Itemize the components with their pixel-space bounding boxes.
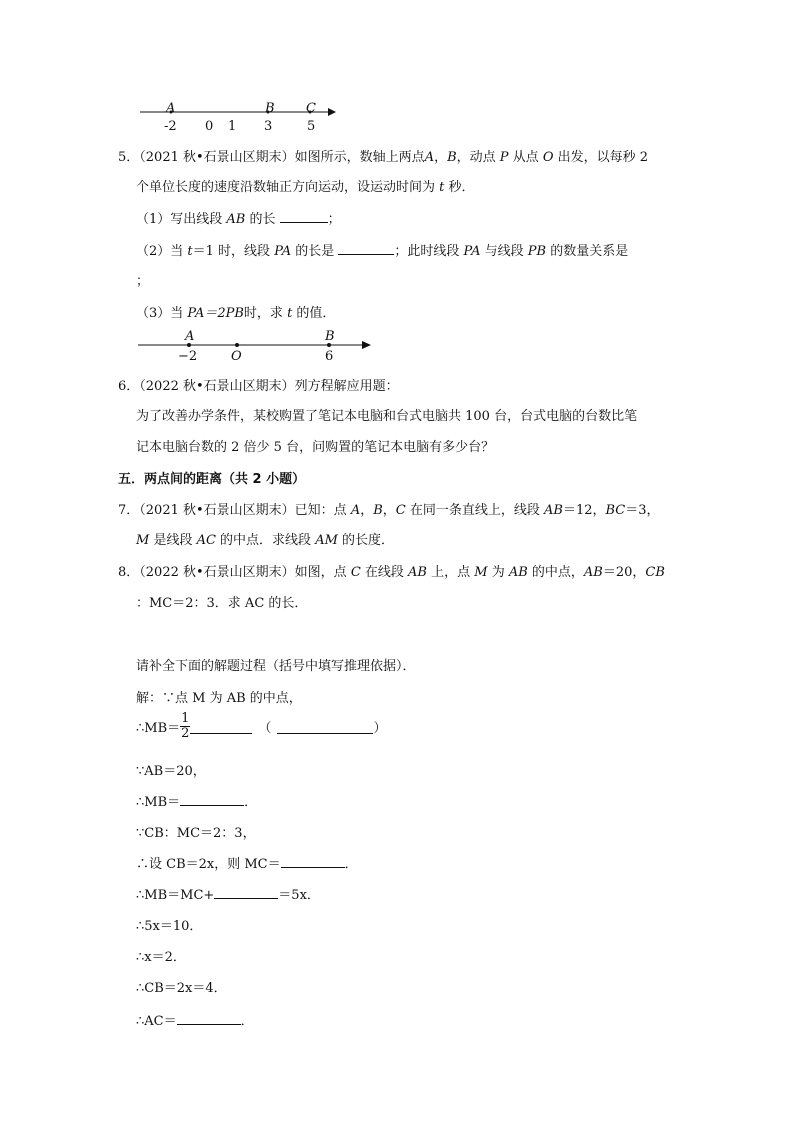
arrow-icon (328, 108, 336, 116)
problem-number: 6． (118, 379, 140, 394)
problem-5-q3 (136, 302, 335, 321)
text: 的中点．求线段 (215, 533, 316, 548)
text: 的长是 (291, 244, 339, 259)
var: B (373, 503, 383, 518)
text: ＝12， (562, 503, 606, 518)
problem-6-line-1 (118, 375, 399, 394)
solution-step-9: ∴x＝2． (136, 950, 186, 965)
var: C (395, 503, 406, 518)
text: ＝20， (602, 565, 646, 580)
var: AB (583, 565, 603, 580)
text: ∴MB＝ (136, 795, 181, 810)
text: ＝3， (625, 503, 660, 518)
text: ＝5x． (278, 888, 320, 903)
text: （1）写出线段 (136, 212, 227, 227)
solution-step-11 (136, 1010, 254, 1029)
text: ∴设 CB＝2x，则 MC＝ (136, 857, 281, 872)
problem-8-line-2: ：MC＝2：3．求 AC 的长． (136, 596, 308, 611)
nl2-tick-6: 6 (325, 349, 334, 364)
nl2-tick--2: −2 (178, 349, 198, 364)
solution-step-2 (136, 712, 386, 741)
var: BC (605, 503, 626, 518)
text: 在同一条直线上，线段 (405, 503, 545, 518)
var: A (424, 150, 435, 165)
text: ． (240, 1014, 254, 1029)
var: M (474, 565, 488, 580)
fraction-half (180, 712, 190, 741)
text: ； (327, 212, 341, 227)
nl2-tick-o: O (231, 349, 242, 364)
nl2-label-b: B (325, 329, 335, 344)
text: ＝1 时，线段 (192, 244, 275, 259)
answer-blank[interactable] (338, 241, 394, 255)
var: PA (274, 244, 292, 259)
text: 为 (487, 565, 509, 580)
text: 个单位长度的速度沿数轴正方向运动，设运动时间为 (136, 180, 440, 195)
text: ∴MB＝ (136, 721, 181, 736)
solution-step-1: 解：∵点 M 为 AB 的中点， (136, 691, 302, 706)
number-line-2 (138, 337, 374, 357)
problem-8-prompt: 请补全下面的解题过程（括号中填写推理依据）． (136, 659, 416, 674)
problem-source: （2022 秋•石景山区期末） (139, 565, 295, 580)
var: M (136, 533, 150, 548)
text: 秒． (444, 180, 475, 195)
var: AM (315, 533, 338, 548)
nl2-label-a: A (185, 329, 195, 344)
text: 在线段 (360, 565, 409, 580)
text: ，动点 (456, 150, 500, 165)
nl1-tick-3: 3 (264, 119, 273, 134)
var: A (350, 503, 361, 518)
text: ， (434, 150, 448, 165)
text: 从点 (508, 150, 543, 165)
problem-8-line-1 (118, 561, 665, 580)
text: 的中点， (527, 565, 584, 580)
answer-blank[interactable] (280, 209, 328, 223)
var: AC (196, 533, 216, 548)
text: 的长 (245, 212, 280, 227)
solution-step-3: ∵AB＝20， (136, 764, 206, 779)
text: 列方程解应用题： (294, 379, 399, 394)
problem-5-q1 (136, 208, 341, 227)
text: 的值． (292, 306, 336, 321)
text: 是线段 (149, 533, 197, 548)
text: （2）当 (136, 244, 188, 259)
text: ； (136, 274, 150, 289)
text: 时，求 (243, 306, 288, 321)
var: PA (463, 244, 481, 259)
var: O (542, 150, 554, 165)
text: ． (344, 857, 358, 872)
number-line-2-svg (138, 337, 374, 357)
text: 的长度． (337, 533, 395, 548)
equation: PA＝2PB (187, 306, 244, 321)
problem-source: （2022 秋•石景山区期末） (139, 379, 295, 394)
point-o-dot (235, 343, 239, 347)
problem-6-line-2: 为了改善办学条件，某校购置了笔记本电脑和台式电脑共 100 台，台式电脑的台数比笔 (136, 409, 638, 424)
solution-step-8: ∴5x＝10． (136, 919, 203, 934)
solution-step-4 (136, 791, 257, 810)
text: 出发，以每秒 2 (553, 150, 649, 165)
var: B (447, 150, 457, 165)
nl1-label-b: B (265, 101, 275, 116)
var: C (350, 565, 361, 580)
var: t (287, 306, 293, 321)
var: AB (508, 565, 528, 580)
problem-number: 5． (118, 150, 140, 165)
answer-blank[interactable] (190, 720, 252, 734)
nl1-tick-1: 1 (228, 119, 237, 134)
solution-step-5: ∵CB：MC＝2：3， (136, 826, 256, 841)
section-heading: 五．两点间的距离（共 2 小题） (118, 472, 306, 487)
nl1-tick-0: 0 (205, 119, 214, 134)
var: t (439, 180, 445, 195)
var: CB (645, 565, 665, 580)
solution-step-7 (136, 884, 320, 903)
problem-5-q2 (136, 240, 628, 259)
text: ， (360, 503, 374, 518)
answer-blank[interactable] (281, 854, 345, 868)
nl1-label-c: C (306, 101, 316, 116)
text: 如图，点 (294, 565, 351, 580)
text: （ (258, 721, 272, 736)
var: t (187, 244, 193, 259)
text: ， (382, 503, 396, 518)
problem-source: （2021 秋•石景山区期末） (139, 503, 295, 518)
answer-blank[interactable] (180, 792, 244, 806)
text: 上，点 (426, 565, 475, 580)
reason-blank[interactable] (277, 720, 373, 734)
text: ∴MB＝MC+ (136, 888, 215, 903)
text: ∴AC＝ (136, 1014, 177, 1029)
var: AB (226, 212, 246, 227)
text: ；此时线段 (394, 244, 464, 259)
text: 如图所示，数轴上两点 (294, 150, 425, 165)
solution-step-10: ∴CB＝2x＝4． (136, 981, 227, 996)
problem-source: （2021 秋•石景山区期末） (139, 150, 295, 165)
problem-number: 8． (118, 565, 140, 580)
problem-5-line-1 (118, 146, 648, 165)
nl1-label-a: A (166, 101, 176, 116)
nl1-tick--2: -2 (164, 119, 177, 134)
var: P (499, 150, 509, 165)
arrow-icon (362, 341, 371, 349)
problem-5-line-2 (136, 176, 475, 195)
problem-6-line-3: 记本电脑台数的 2 倍少 5 台，问购置的笔记本电脑有多少台？ (136, 440, 495, 455)
var: AB (408, 565, 427, 580)
problem-number: 7． (118, 503, 140, 518)
solution-step-6 (136, 853, 358, 872)
nl1-tick-5: 5 (307, 119, 316, 134)
text: ． (244, 795, 258, 810)
problem-5-q2-cont (136, 270, 149, 289)
answer-blank[interactable] (214, 885, 278, 899)
problem-7-line-1 (118, 499, 660, 518)
answer-blank[interactable] (177, 1011, 241, 1025)
var: PB (527, 244, 547, 259)
text: （3）当 (136, 306, 188, 321)
text: 已知：点 (294, 503, 351, 518)
denominator: 2 (181, 726, 190, 741)
var: AB (544, 503, 563, 518)
text: 与线段 (480, 244, 528, 259)
text: 的数量关系是 (546, 244, 629, 259)
numerator: 1 (181, 711, 190, 726)
text: ） (373, 721, 387, 736)
problem-7-line-2 (136, 529, 394, 548)
